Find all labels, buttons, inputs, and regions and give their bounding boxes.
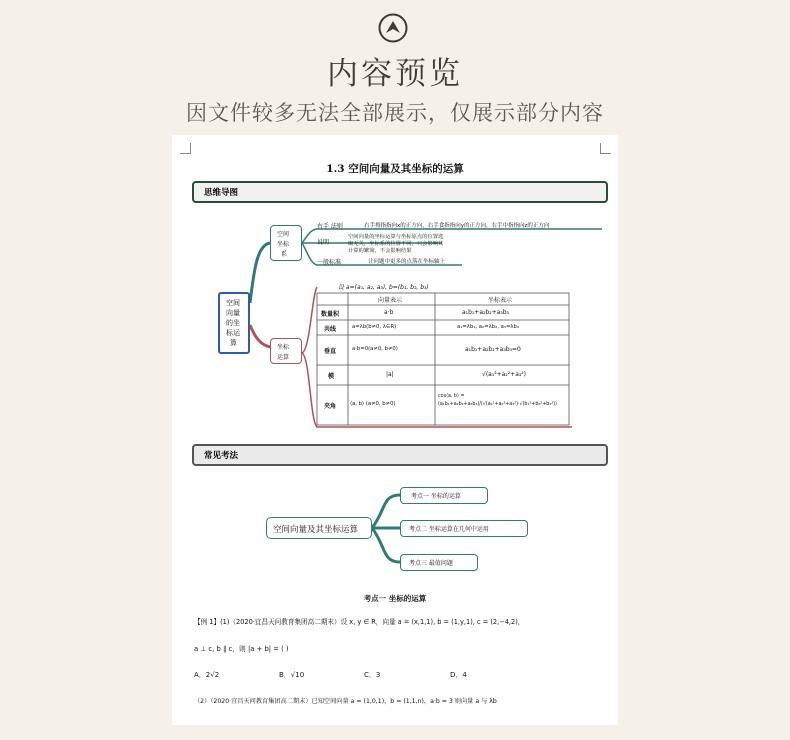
table-cell: |a|: [386, 371, 394, 378]
table-row-label: 共线: [324, 326, 337, 333]
center-node-line: 标运: [226, 329, 240, 337]
choice-d: D．4: [450, 671, 467, 679]
example-line: （2）（2020·宜昌天问教育集团高二期末）已知空间向量 a = (1,0,1)，b = (1,1,n)，a·b = 3 则向量 a 与 λb: [194, 698, 497, 705]
coord-node-line: 坐标: [277, 241, 290, 248]
table-cell: a₁=λb₁, a₂=λb₂, a₃=λb₃: [457, 324, 520, 330]
center-node-line: 算: [230, 339, 237, 347]
exam-center-node: [266, 517, 372, 539]
coord-item-label: 说明: [317, 239, 330, 246]
calc-node-line: 运算: [277, 354, 290, 361]
exam-point-node: [400, 520, 528, 537]
table-cell: a·b: [384, 309, 394, 316]
table-cell: a₁b₁+a₂b₂+a₃b₃: [462, 309, 509, 316]
table-row-label: 夹角: [324, 403, 337, 410]
choice-b: B．√10: [279, 671, 305, 679]
exam-point-node: [400, 487, 488, 504]
coord-item-text: 空间向量的坐标运算与坐标原点的位置选取无关，坐标系的位置不同，只会影响其计算的繁简，不会影响结果: [348, 234, 444, 254]
exam-mindmap: [172, 480, 618, 610]
exam-center-label: 空间向量及其坐标运算: [273, 525, 359, 535]
example-line: a ⊥ c, b ∥ c，则 |a + b| = ( ): [194, 645, 289, 653]
exam-point-label: 考点一 坐标的运算: [411, 493, 461, 500]
coord-system-node: [270, 225, 302, 261]
coord-node-line: 空间: [277, 231, 290, 238]
up-chevron-circle-icon: [378, 13, 408, 43]
page-title: 内容预览: [327, 56, 463, 92]
doc-title: 1.3 空间向量及其坐标的运算: [326, 163, 464, 175]
coord-calc-node: [270, 338, 302, 364]
table-cell: ⟨a, b⟩ (a≠0, b≠0): [350, 401, 396, 407]
table-row-label: 数量积: [321, 311, 340, 318]
coord-item-text: 右手拇指指向x的正方向，右手食指指向y的正方向，右手中指指向z的正方向: [364, 223, 550, 229]
mindmap-section-label: 思维导图: [204, 188, 239, 198]
table-cell: cos⟨a, b⟩ = (a₁b₁+a₂b₂+a₃b₃)/(√(a₁²+a₂²+a₃²)·√(b₁²+b₂²+b₃²)): [438, 394, 557, 407]
exam-point-label: 考点二 坐标运算在几何中运用: [409, 526, 489, 533]
example-line: 【例 1】(1)（2020·宜昌天问教育集团高二期末）设 x, y ∈ R，向量 a = (x,1,1), b = (1,y,1), c = (2,−4,2)，: [194, 618, 525, 626]
calc-node-line: 坐标: [277, 344, 290, 351]
exam-point-label: 考点三 最值问题: [409, 560, 453, 567]
center-node-line: 向量: [226, 309, 240, 317]
coord-node-line: 系: [281, 251, 288, 258]
point-heading: 考点一 坐标的运算: [363, 594, 427, 603]
page-subtitle: 因文件较多无法全部展示，仅展示部分内容: [186, 101, 604, 125]
center-node-line: 空间: [226, 299, 240, 307]
table-row-label: 垂直: [324, 348, 337, 355]
center-node-line: 的坐: [226, 319, 240, 327]
coord-item-label: 右手 法则: [317, 223, 343, 230]
table-cell: a=λb(b≠0, λ∈R): [352, 324, 397, 330]
coord-item-label: 一般标准: [317, 259, 342, 266]
choice-a: A．2√2: [194, 671, 220, 679]
table-header: 向量表示: [378, 297, 403, 304]
document-preview: [172, 135, 618, 725]
table-cell: √(a₁²+a₂²+a₃²): [482, 371, 527, 378]
table-cell: a·b=0(a≠0, b≠0): [352, 346, 398, 352]
table-header: 坐标表示: [488, 297, 513, 304]
table-intro: 设 a=(a₁, a₂, a₃), b=(b₁, b₂, b₃): [338, 284, 429, 291]
table-cell: a₁b₁+a₂b₂+a₃b₃=0: [465, 346, 521, 353]
choice-c: C．3: [364, 671, 381, 679]
mindmap-center-node: [218, 292, 250, 354]
exam-section-label: 常见考法: [204, 451, 239, 461]
exam-point-node: [400, 554, 478, 571]
coord-item-text: 让问题中更多的点落在坐标轴上: [368, 259, 446, 265]
table-row-label: 模: [328, 373, 335, 380]
exam-section-header: [192, 444, 608, 466]
